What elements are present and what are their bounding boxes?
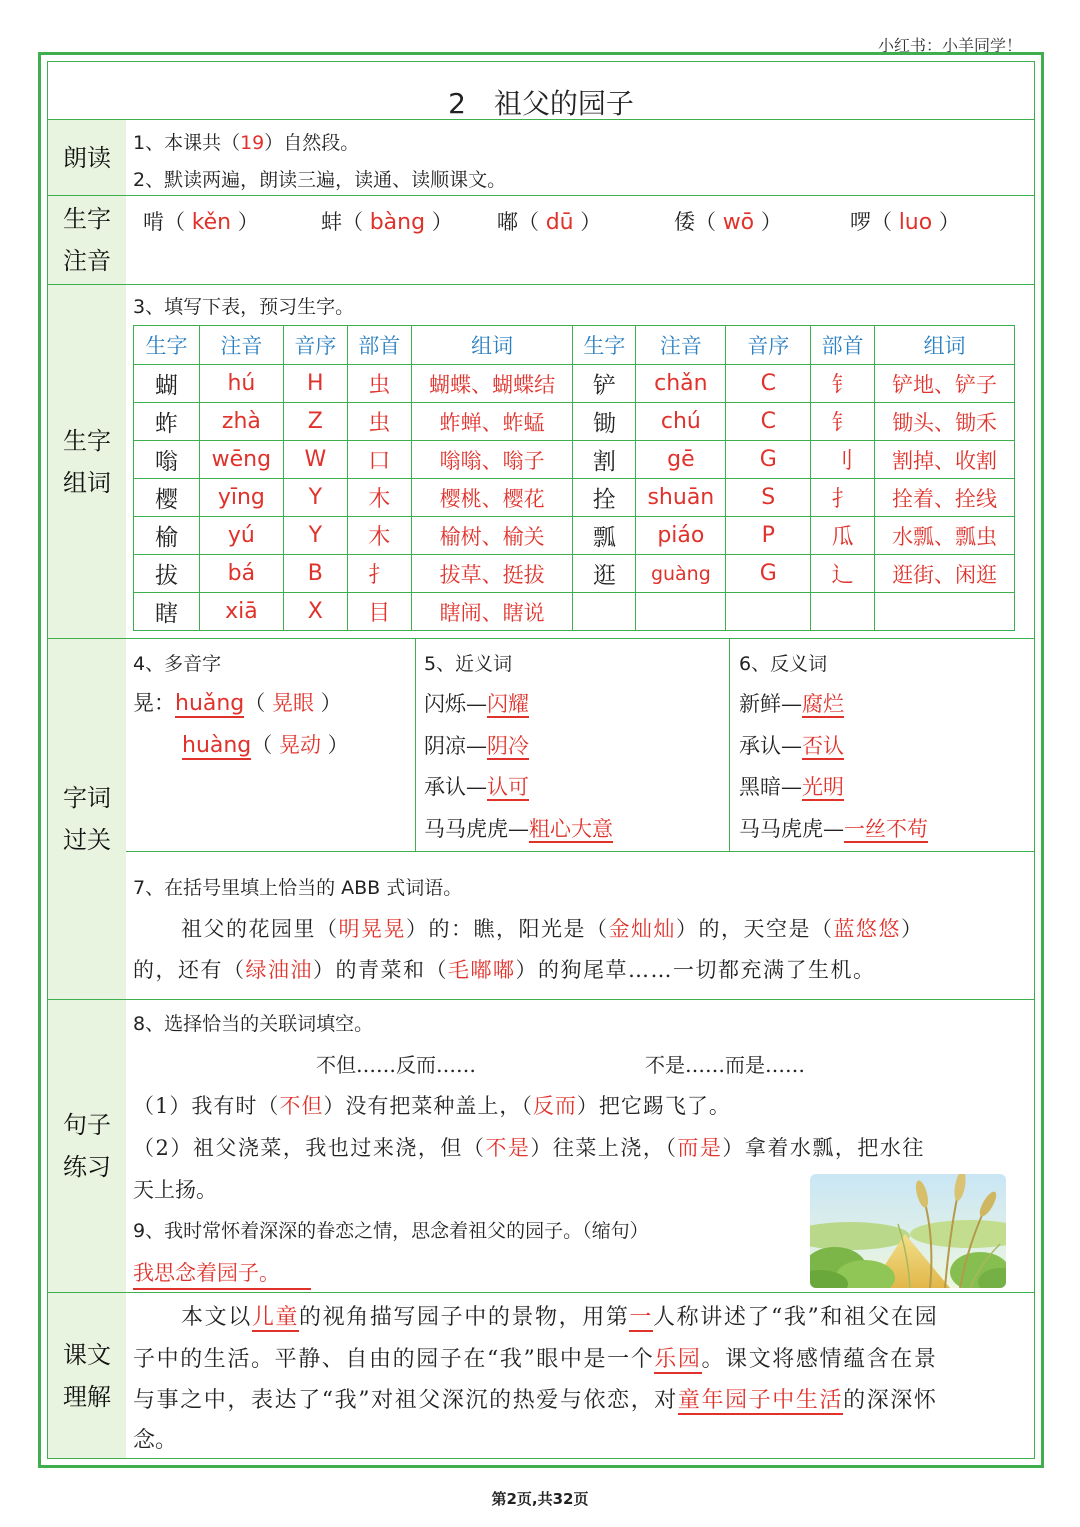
phonetic-item: 倭（ wō ） — [674, 210, 782, 235]
table-row: 蝴 hú H 虫 蝴蝶、蝴蝶结 铲 chǎn C 钅 铲地、铲子 — [134, 365, 1015, 403]
table-row: 蚱 zhà Z 虫 蚱蝉、蚱蜢 锄 chú C 钅 锄头、锄禾 — [134, 403, 1015, 441]
vocab-table — [133, 325, 1015, 631]
polyphone-title: 4、多音字 — [133, 653, 222, 675]
page-footer: 第2页,共32页 — [491, 1490, 589, 1508]
synonyms-title: 5、近义词 — [424, 653, 513, 675]
abb-line-2: 的，还有（绿油油）的青菜和（毛嘟嘟）的狗尾草……一切都充满了生机。 — [133, 958, 876, 982]
phonetic-item: 嘟（ dū ） — [497, 210, 602, 235]
antonym-pair: 马马虎虎—一丝不苟 — [739, 817, 928, 841]
q8-title: 8、选择恰当的关联词填空。 — [133, 1013, 374, 1035]
label-vocab: 生字 组词 — [48, 285, 126, 638]
q9-title: 9、我时常怀着深深的眷恋之情，思念着祖父的园子。（缩句） — [133, 1220, 649, 1242]
understanding-line-3: 与事之中，表达了“我”对祖父深沉的热爱与依恋，对童年园子中生活的深深怀 — [133, 1388, 938, 1413]
table-row: 樱 yīng Y 木 樱桃、樱花 拴 shuān S 扌 拴着、拴线 — [134, 479, 1015, 517]
option-1: 不但……反而…… — [316, 1053, 476, 1077]
garden-scene-icon — [810, 1174, 1006, 1288]
table-row: 拔 bá B 扌 拔草、挺拔 逛 guàng G 辶 逛街、闲逛 — [134, 555, 1015, 593]
label-reading: 朗读 — [48, 120, 126, 195]
sentence-2: （2）祖父浇菜，我也过来浇，但（不是）往菜上浇，（而是）拿着水瓢，把水往 — [133, 1136, 925, 1160]
understanding-line-4: 念。 — [133, 1428, 178, 1453]
table-row: 嗡 wēng W 口 嗡嗡、嗡子 割 gē G 刂 割掉、收割 — [134, 441, 1015, 479]
table-row: 瞎 xiā X 目 瞎闹、瞎说 — [134, 593, 1015, 631]
antonym-pair: 新鲜—腐烂 — [739, 692, 844, 716]
understanding-line-2: 子中的生活。平静、自由的园子在“我”眼中是一个乐园。课文将感情蕴含在景 — [133, 1347, 938, 1372]
sentence-1: （1）我有时（不但）没有把菜种盖上，（反而）把它踢飞了。 — [133, 1094, 731, 1118]
polyphone-reading: huàng（ 晃动 ） — [182, 733, 349, 758]
table-header-row: 生字 注音 音序 部首 组词 生字 注音 音序 部首 组词 — [134, 326, 1015, 365]
understanding-line-1: 本文以儿童的视角描写园子中的景物，用第一人称讲述了“我”和祖父在园 — [181, 1305, 939, 1330]
phonetic-item: 啃（ kěn ） — [143, 210, 259, 235]
antonym-pair: 黑暗—光明 — [739, 775, 844, 799]
vocab-instruction: 3、填写下表，预习生字。 — [133, 296, 355, 318]
reading-line-2: 2、默读两遍，朗读三遍，读通、读顺课文。 — [133, 169, 507, 191]
reading-line-1: 1、本课共（19）自然段。 — [133, 132, 360, 154]
page-title: 2 祖父的园子 — [448, 87, 634, 120]
synonym-pair: 阴凉—阴冷 — [424, 734, 529, 758]
label-words: 字词 过关 — [48, 639, 126, 999]
antonym-pair: 承认—否认 — [739, 734, 844, 758]
table-row: 榆 yú Y 木 榆树、榆关 瓢 piáo P 瓜 水瓢、瓢虫 — [134, 517, 1015, 555]
abb-title: 7、在括号里填上恰当的 ABB 式词语。 — [133, 877, 463, 899]
garden-illustration — [810, 1174, 1006, 1288]
label-understanding: 课文 理解 — [48, 1293, 126, 1458]
label-sentences: 句子 练习 — [48, 1000, 126, 1292]
synonym-pair: 马马虎虎—粗心大意 — [424, 817, 613, 841]
synonym-pair: 闪烁—闪耀 — [424, 692, 529, 716]
phonetic-item: 蚌（ bàng ） — [321, 210, 453, 235]
label-phonetic: 生字 注音 — [48, 196, 126, 284]
watermark: 小红书：小羊同学！ — [877, 36, 1022, 55]
q9-answer: 我思念着园子。 — [133, 1263, 311, 1284]
sentence-2-cont: 天上扬。 — [133, 1178, 217, 1202]
synonym-pair: 承认—认可 — [424, 775, 529, 799]
option-2: 不是……而是…… — [645, 1053, 805, 1077]
polyphone-reading: 晃：huǎng（ 晃眼 ） — [133, 691, 342, 716]
antonyms-title: 6、反义词 — [739, 653, 828, 675]
phonetic-item: 啰（ luo ） — [850, 210, 960, 235]
abb-line-1: 祖父的花园里（明晃晃）的：瞧，阳光是（金灿灿）的，天空是（蓝悠悠） — [181, 917, 924, 941]
